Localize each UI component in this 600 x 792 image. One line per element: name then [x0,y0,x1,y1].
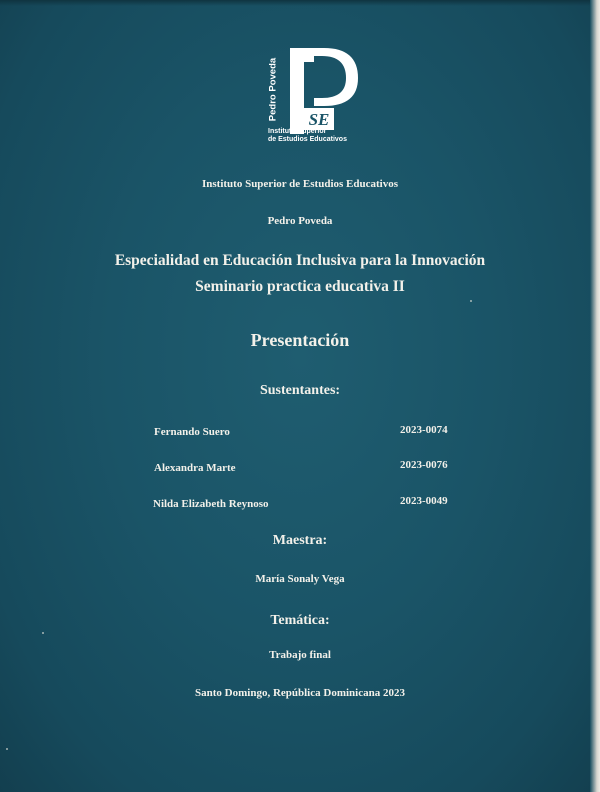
topic-value: Trabajo final [269,649,331,661]
paper-speck [470,300,472,302]
logo-caption [268,128,347,144]
institution-name: Instituto Superior de Estudios Educativos [201,178,398,190]
paper-speck [6,748,8,750]
presenter-name-2: Alexandra Marte [154,462,236,474]
program-title: Especialidad en Educación Inclusiva para la Innovación [114,252,486,269]
logo-se-letters: SE [308,110,330,129]
institution-short-name: Pedro Poveda [267,215,333,227]
presenter-name-3: Nilda Elizabeth Reynoso [153,498,269,510]
page-top-edge [0,0,600,6]
document-title: Presentación [250,330,350,350]
logo-caption-line-2: de Estudios Educativos [268,136,347,143]
logo-p-bar [300,52,314,62]
presenter-name-1: Fernando Suero [154,426,230,438]
presenter-id-1: 2023-0074 [400,424,448,436]
logo-name-text: Pedro Poveda [267,57,279,122]
place-date: Santo Domingo, República Dominicana 2023 [195,687,405,699]
paper-speck [42,632,44,634]
logo-caption-line-1: Instituto Superior [268,128,327,135]
presenters-heading: Sustentantes: [259,383,341,398]
course-title: Seminario practica educativa II [195,278,405,295]
teacher-heading: Maestra: [272,533,328,548]
teacher-name: María Sonaly Vega [255,573,345,585]
presenter-id-2: 2023-0076 [400,459,448,471]
presenter-id-3: 2023-0049 [400,495,448,507]
topic-heading: Temática: [270,613,330,628]
